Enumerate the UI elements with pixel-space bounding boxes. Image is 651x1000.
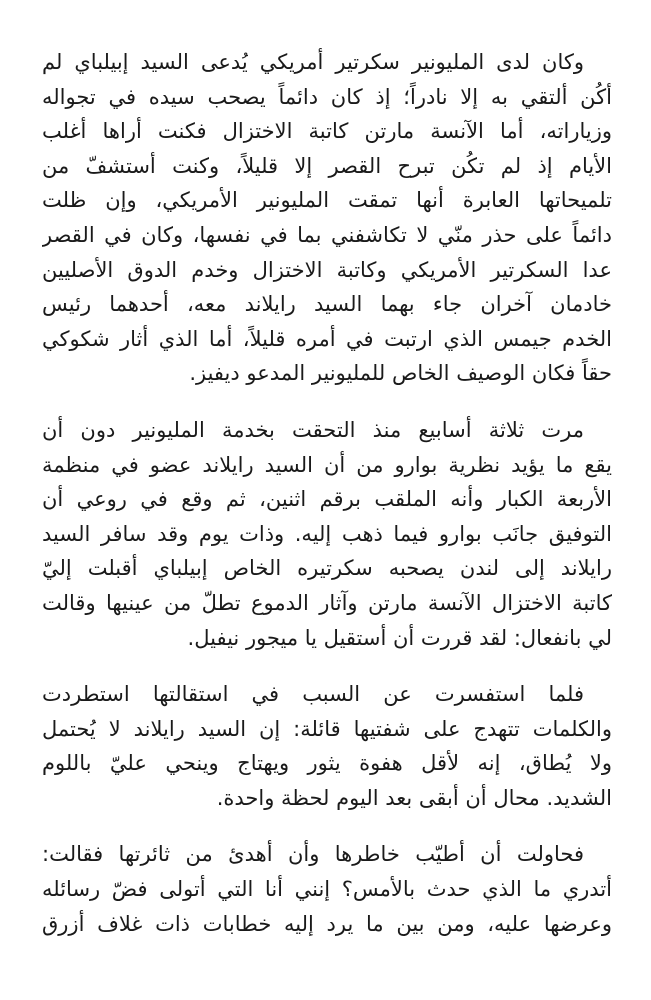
paragraph-2 — [42, 413, 612, 655]
text-line: والكلمات تتهدج على شفتيها قائلة: إن السيد رايلاند لا يُحتمل — [42, 716, 612, 741]
text-line: ولا يُطاق، إنه لأقل هفوة يثور ويهتاج وينحي عليّ باللوم — [42, 751, 612, 776]
text-line: أتدري ما الذي حدث بالأمس؟ إنني أنا التي أتولى فضّ رسائله — [42, 877, 612, 902]
text-line: خادمان آخران جاء بهما السيد رايلاند معه، أحدهما رئيس — [42, 292, 612, 317]
text-line: أكُن ألتقي به إلا نادراً؛ إذ كان دائماً يصحب سيده في تجواله — [42, 84, 612, 109]
text-line: رايلاند إلى لندن يصحبه سكرتيره الخاص إبيلباي أقبلت إليّ — [42, 556, 612, 581]
paragraph-4 — [42, 837, 612, 941]
text-line: عدا السكرتير الأمريكي وكاتبة الاختزال وخدم الدوق الأصليين — [42, 257, 612, 282]
paragraph-3 — [42, 677, 612, 815]
paragraph-1 — [42, 45, 612, 391]
text-line: فلما استفسرت عن السبب في استقالتها استطردت — [42, 682, 584, 707]
text-line: وكان لدى المليونير سكرتير أمريكي يُدعى السيد إبيلباي لم — [42, 50, 584, 74]
text-line: الخدم جيمس الذي ارتبت في أمره قليلاً، أما الذي أثار شكوكي — [42, 326, 612, 351]
text-line: وعرضها عليه، ومن بين ما يرد إليه خطابات ذات غلاف أزرق — [42, 911, 612, 936]
text-line: يقع ما يؤيد نظرية بوارو من أن السيد رايلاند عضو في منظمة — [42, 452, 612, 477]
text-line: التوفيق جانَب بوارو فيما ذهب إليه. وذات يوم وقد سافر السيد — [42, 521, 612, 546]
text-line: حقاً فكان الوصيف الخاص للمليونير المدعو ديفيز. — [189, 361, 612, 386]
text-line: تلميحاتها العابرة أنها تمقت المليونير الأمريكي، وإن ظلت — [42, 188, 612, 213]
text-line: الشديد. محال أن أبقى بعد اليوم لحظة واحدة. — [216, 785, 612, 810]
text-line: وزياراته، أما الآنسة مارتن كاتبة الاختزال فكنت أراها أغلب — [42, 119, 612, 144]
text-line: الأيام إذ لم تكُن تبرح القصر إلا قليلاً، وكنت أستشفّ من — [42, 153, 612, 178]
text-line: لي بانفعال: لقد قررت أن أستقيل يا ميجور نيفيل. — [187, 625, 612, 650]
text-line: دائماً على حذر منّي لا تكاشفني بما في نفسها، وكان في القصر — [42, 222, 612, 247]
text-line: الأربعة الكبار وأنه الملقب برقم اثنين، ثم وقع في روعي أن — [42, 487, 612, 512]
text-line: كاتبة الاختزال الآنسة مارتن وآثار الدموع تطلّ من عينيها وقالت — [42, 590, 612, 615]
book-page — [42, 45, 612, 963]
text-line: مرت ثلاثة أسابيع منذ التحقت بخدمة المليونير دون أن — [42, 417, 584, 442]
text-line: فحاولت أن أطيّب خاطرها وأن أهدئ من ثائرتها فقالت: — [42, 842, 584, 867]
